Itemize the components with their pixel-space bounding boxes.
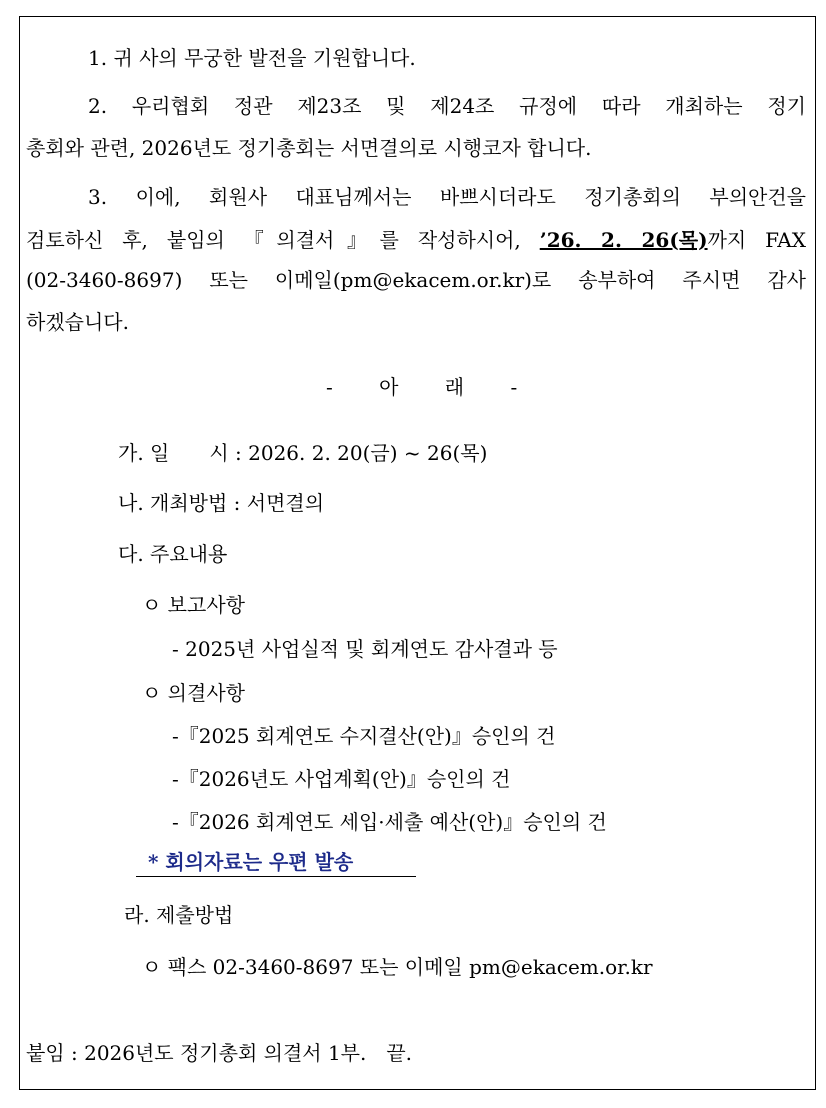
paragraph-3-line-2-text: 검토하신 후, 붙임의 『의결서』를 작성하시어, [26,228,540,252]
section-heading: - 아 래 - [326,375,518,399]
paragraph-1: 1. 귀 사의 무궁한 발전을 기원합니다. [88,46,416,70]
mailing-notice [136,850,416,877]
submission-method: ㅇ 팩스 02-3460-8697 또는 이메일 pm@ekacem.or.kr [142,955,653,979]
attachment-line: 붙임 : 2026년도 정기총회 의결서 1부. 끝. [26,1041,413,1065]
resolution-item-1: -『2025 회계연도 수지결산(안)』승인의 건 [172,724,556,748]
mailing-notice-text: * 회의자료는 우편 발송 [148,850,354,874]
item-ga-schedule: 가. 일 시 : 2026. 2. 20(금) ~ 26(목) [118,441,488,465]
resolution-item-3: -『2026 회계연도 세입·세출 예산(안)』승인의 건 [172,810,607,834]
paragraph-3-line-4: 하겠습니다. [26,310,129,334]
paragraph-3-line-2 [26,228,806,252]
report-item-1: - 2025년 사업실적 및 회계연도 감사결과 등 [172,637,558,661]
paragraph-3-line-2-suffix: 까지 FAX [707,228,806,252]
paragraph-2-line-2: 총회와 관련, 2026년도 정기총회는 서면결의로 시행코자 합니다. [26,136,592,160]
report-items-title: ㅇ 보고사항 [142,593,245,617]
item-ra-submission: 라. 제출방법 [124,903,234,927]
deadline-date: ’26. 2. 26(목) [539,228,708,252]
paragraph-3-line-3: (02-3460-8697) 또는 이메일(pm@ekacem.or.kr)로 송부하여 주시면 감사 [26,268,806,292]
item-na-method: 나. 개최방법 : 서면결의 [118,491,325,515]
resolution-item-2: -『2026년도 사업계획(안)』승인의 건 [172,767,511,791]
paragraph-3-line-1: 3. 이에, 회원사 대표님께서는 바쁘시더라도 정기총회의 부의안건을 [88,185,806,209]
paragraph-2-line-1: 2. 우리협회 정관 제23조 및 제24조 규정에 따라 개최하는 정기 [88,94,806,118]
item-da-contents: 다. 주요내용 [118,542,228,566]
resolution-items-title: ㅇ 의결사항 [142,681,245,705]
